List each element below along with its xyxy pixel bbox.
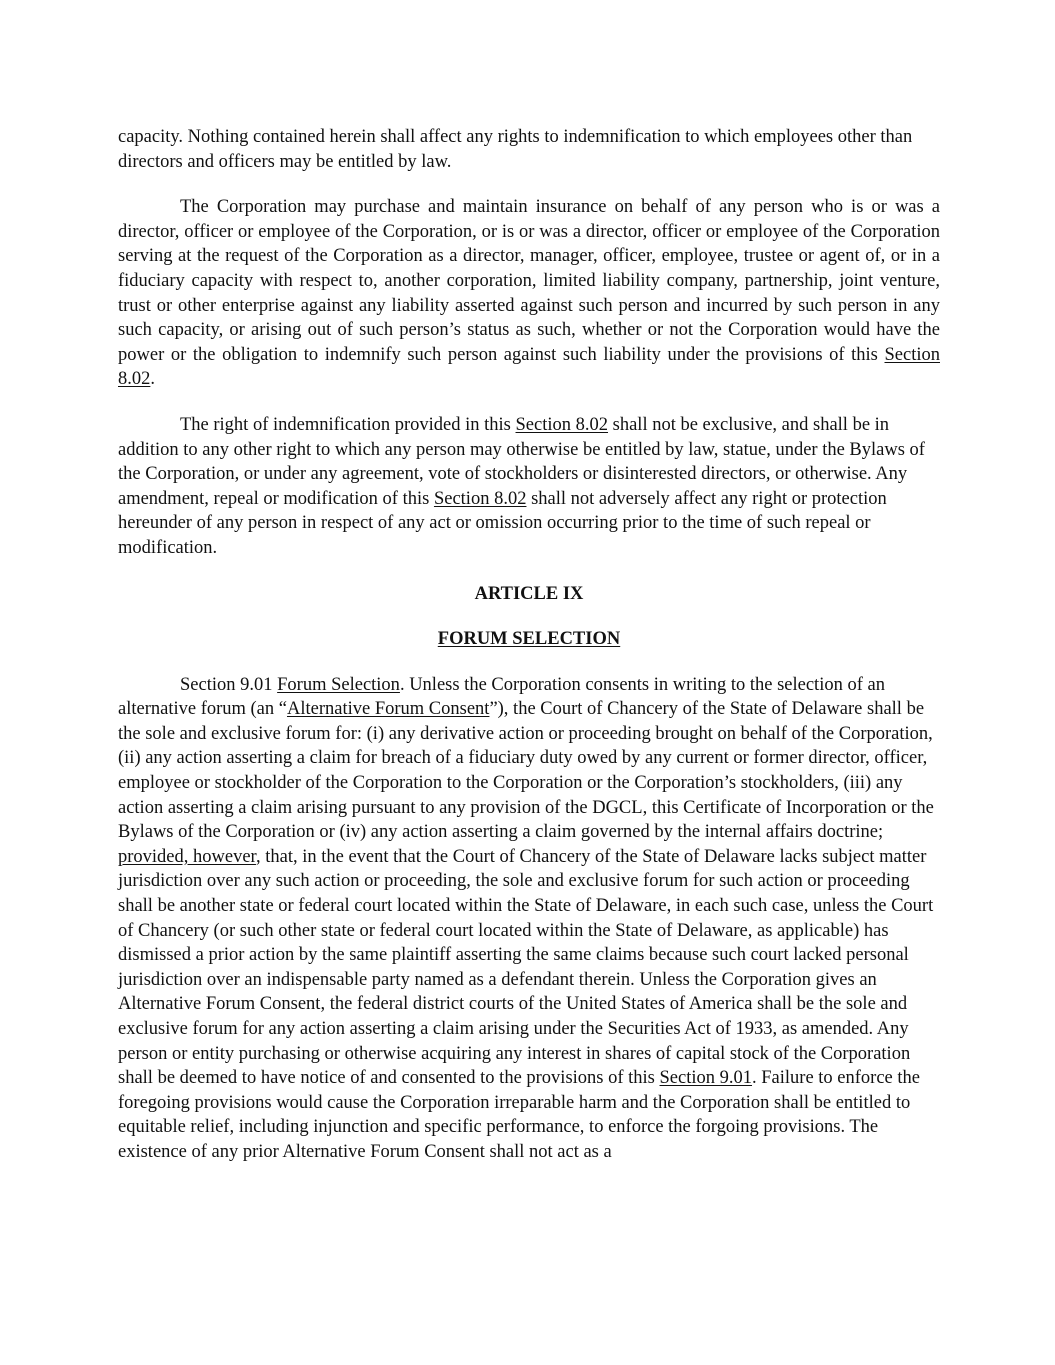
section-reference: Section 8.02 [433, 488, 527, 509]
paragraph-text: shall not adversely affect any right or protection hereunder of any person in respect of any act or omission occurring prior to the time of such repeal or modification. [118, 488, 887, 558]
proviso-phrase: provided, however [118, 846, 256, 867]
paragraph-text: ”), the Court of Chancery of the State of Delaware shall be the sole and exclusive forum for: (i) any derivative action or proceeding brought on behalf of the Corporation, (ii) any action asserting a claim for breach of a fiduciary duty owed by any current or former director, officer, employee or stockholder of the Corporation to the Corporation or the Corporation’s stockholders, (iii) any action asserting a claim arising pursuant to any provision of the DGCL, this Certificate of Incorporation or the Bylaws of the Corporation or (iv) any action asserting a claim governed by the internal affairs doctrine; [118, 699, 934, 843]
paragraph-insurance [118, 195, 940, 392]
paragraph-indemnification-continued [118, 125, 940, 174]
article-heading: ARTICLE IX [474, 583, 584, 604]
paragraph-forum-selection [118, 673, 940, 1165]
section-reference: Section 9.01 [659, 1068, 753, 1089]
section-title: Forum Selection [277, 674, 400, 695]
article-title: FORUM SELECTION [437, 629, 621, 650]
paragraph-text: . Failure to enforce the foregoing provisions would cause the Corporation irreparable harm and the Corporation shall be entitled to equitable relief, including injunction and specific performance, to enforce the forgoing provisions. The existence of any prior Alternative Forum Consent shall not act as a [118, 1068, 920, 1162]
paragraph-text: shall not be exclusive, and shall be in addition to any other right to which any person may otherwise be entitled by law, statue, under the Bylaws of the Corporation, or under any agreement, vote of stockholders or disinterested directors, or otherwise. Any amendment, repeal or modification of this [118, 414, 925, 509]
defined-term: Alternative Forum Consent [286, 699, 490, 720]
section-number: Section 9.01 [180, 674, 278, 695]
document-page [118, 125, 940, 1186]
paragraph-text: . Unless the Corporation consents in writing to the selection of an alternative forum (an “ [118, 674, 885, 720]
section-reference: Section 8.02 [118, 344, 940, 390]
paragraph-text: , that, in the event that the Court of Chancery of the State of Delaware lacks subject matter jurisdiction over any such action or proceeding, the sole and exclusive forum for such action or proceeding shall be another state or federal court located within the State of Delaware, in each such case, unless the Court of Chancery (or such other state or federal court located within the State of Delaware, as applicable) has dismissed a prior action by the same plaintiff asserting the same claims because such court lacked personal jurisdiction over an indispensable party named as a defendant therein. Unless the Corporation gives an Alternative Forum Consent, the federal district courts of the United States of America shall be the sole and exclusive forum for any action asserting a claim arising under the Securities Act of 1933, as amended. Any person or entity purchasing or otherwise acquiring any interest in shares of capital stock of the Corporation shall be deemed to have notice of and consented to the provisions of this [118, 846, 934, 1089]
paragraph-text: capacity. Nothing contained herein shall affect any rights to indemnification to which employees other than directors and officers may be entitled by law. [118, 127, 913, 172]
paragraph-non-exclusivity [118, 413, 940, 561]
paragraph-text: The Corporation may purchase and maintain insurance on behalf of any person who is or was a director, officer or employee of the Corporation, or is or was a director, officer or employee of the Corporation serving at the request of the Corporation as a director, manager, officer, employee, trustee or agent of, or in a fiduciary capacity with respect to, another corporation, limited liability company, partnership, joint venture, trust or other enterprise against any liability asserted against such person and incurred by such person in any such capacity, or arising out of such person’s status as such, whether or not the Corporation would have the power or the obligation to indemnify such person against such liability under the provisions of this [118, 197, 940, 365]
section-reference: Section 8.02 [515, 414, 609, 435]
paragraph-text: . [150, 369, 155, 390]
paragraph-text: The right of indemnification provided in this [180, 414, 516, 435]
